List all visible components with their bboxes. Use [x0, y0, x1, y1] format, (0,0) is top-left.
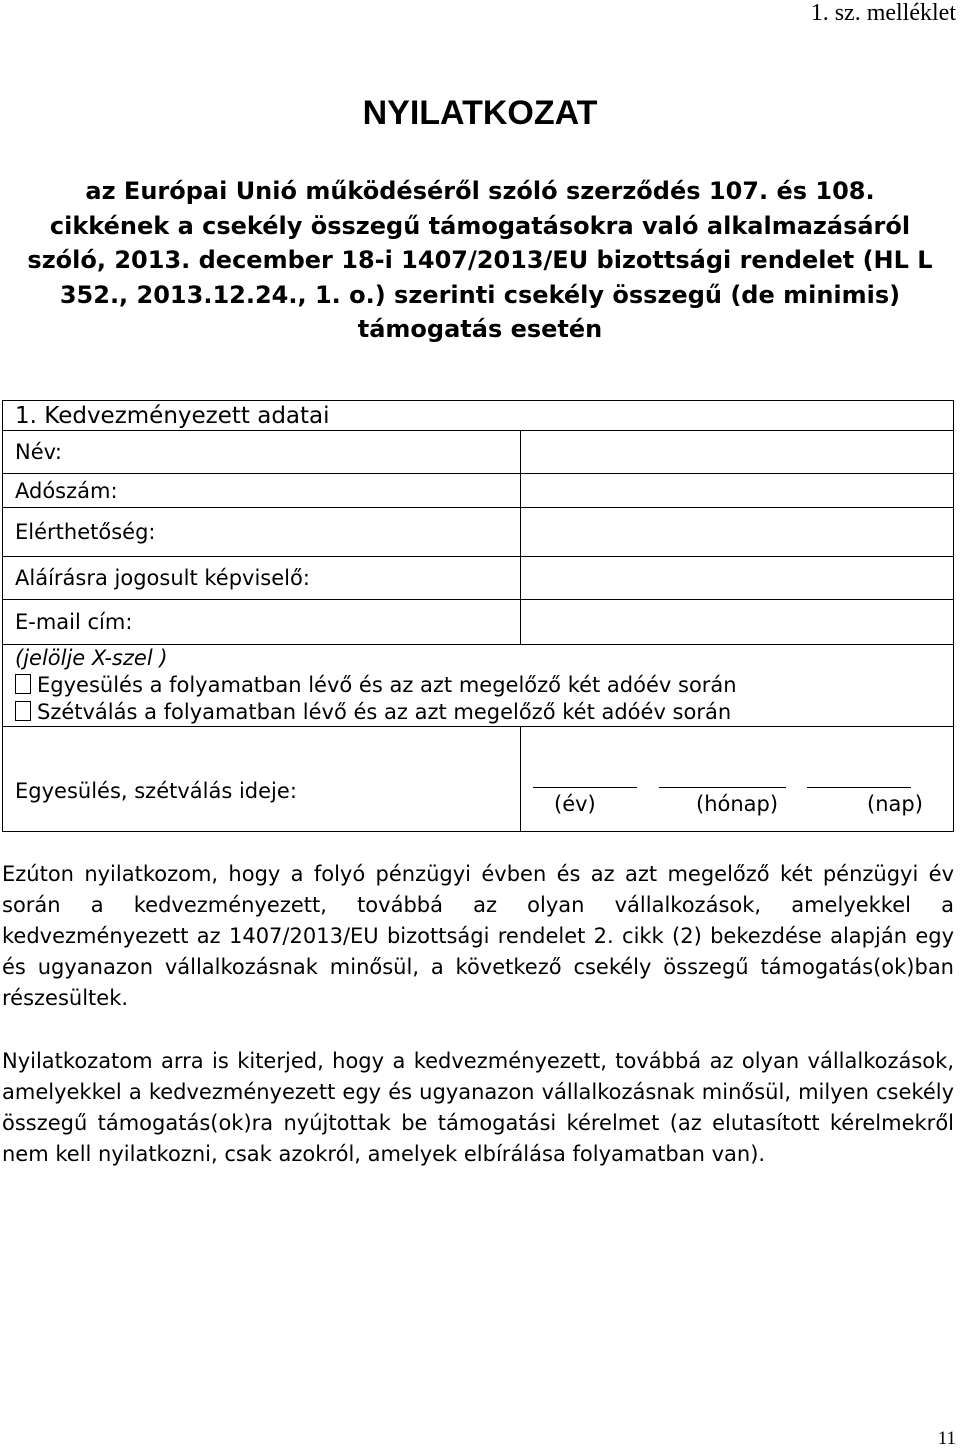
option-merger[interactable] [15, 672, 953, 699]
signatory-field[interactable] [521, 557, 954, 600]
option-demerger[interactable] [15, 699, 953, 726]
name-field[interactable] [521, 431, 954, 474]
annex-label: 1. sz. melléklet [810, 0, 956, 26]
checkbox-merger[interactable] [15, 674, 31, 694]
option-merger-label: Egyesülés a folyamatban lévő és az azt megelőző két adóév során [37, 673, 737, 697]
email-field[interactable] [521, 600, 954, 645]
date-field [521, 727, 954, 832]
contact-label: Elérthetőség: [3, 508, 521, 557]
email-label: E-mail cím: [3, 600, 521, 645]
section-title: 1. Kedvezményezett adatai [3, 401, 954, 431]
subtitle-line: 352., 2013.12.24., 1. o.) szerinti csekély összegű (de minimis) [59, 280, 901, 309]
declaration-paragraph-2: Nyilatkozatom arra is kiterjed, hogy a kedvezményezett, továbbá az olyan vállalkozások, amelyekkel a kedvezményezett egy és ugyanazon vállalkozásnak minősül, milyen csekély összegű támogatás(ok)ra nyújtottak be támogatási kérelmet (az elutasított kérelmekről nem kell nyilatkozni, csak azokról, amelyek elbírálása folyamatban van). [2, 1049, 954, 1166]
subtitle-line: az Európai Unió működéséről szóló szerződés 107. és 108. [85, 177, 875, 205]
day-line[interactable] [807, 787, 911, 788]
document-subtitle [0, 174, 960, 347]
month-line[interactable] [659, 787, 786, 788]
declaration-paragraph-1: Ezúton nyilatkozom, hogy a folyó pénzügyi évben és az azt megelőző két pénzügyi év során a kedvezményezett, továbbá az olyan vállalkozások, amelyekkel a kedvezményezett az 1407/2013/EU bizottsági rendelet 2. cikk (2) bekezdése alapján egy és ugyanazon vállalkozásnak minősül, a következő csekély összegű támogatás(ok)ban részesültek. [2, 862, 954, 1010]
year-line[interactable] [533, 787, 637, 788]
year-caption: (év) [554, 792, 596, 816]
subtitle-line: cikkének a csekély összegű támogatásokra való alkalmazásáról [49, 211, 911, 240]
tax-number-field[interactable] [521, 474, 954, 508]
day-caption: (nap) [867, 792, 923, 816]
beneficiary-data-table [2, 400, 954, 832]
tax-number-label: Adószám: [3, 474, 521, 508]
document-title: NYILATKOZAT [362, 94, 598, 132]
subtitle-line: támogatás esetén [357, 315, 603, 343]
name-label: Név: [3, 431, 521, 474]
merger-options-cell [3, 645, 954, 727]
page-number: 11 [937, 1428, 956, 1449]
month-caption: (hónap) [696, 792, 779, 816]
date-label: Egyesülés, szétválás ideje: [3, 727, 521, 832]
signatory-label: Aláírásra jogosult képviselő: [3, 557, 521, 600]
checkbox-hint: (jelölje X-szel ) [15, 646, 168, 670]
contact-field[interactable] [521, 508, 954, 557]
subtitle-line: szóló, 2013. december 18-i 1407/2013/EU bizottsági rendelet (HL L [27, 246, 933, 274]
checkbox-demerger[interactable] [15, 701, 31, 721]
option-demerger-label: Szétválás a folyamatban lévő és az azt megelőző két adóév során [37, 700, 732, 724]
